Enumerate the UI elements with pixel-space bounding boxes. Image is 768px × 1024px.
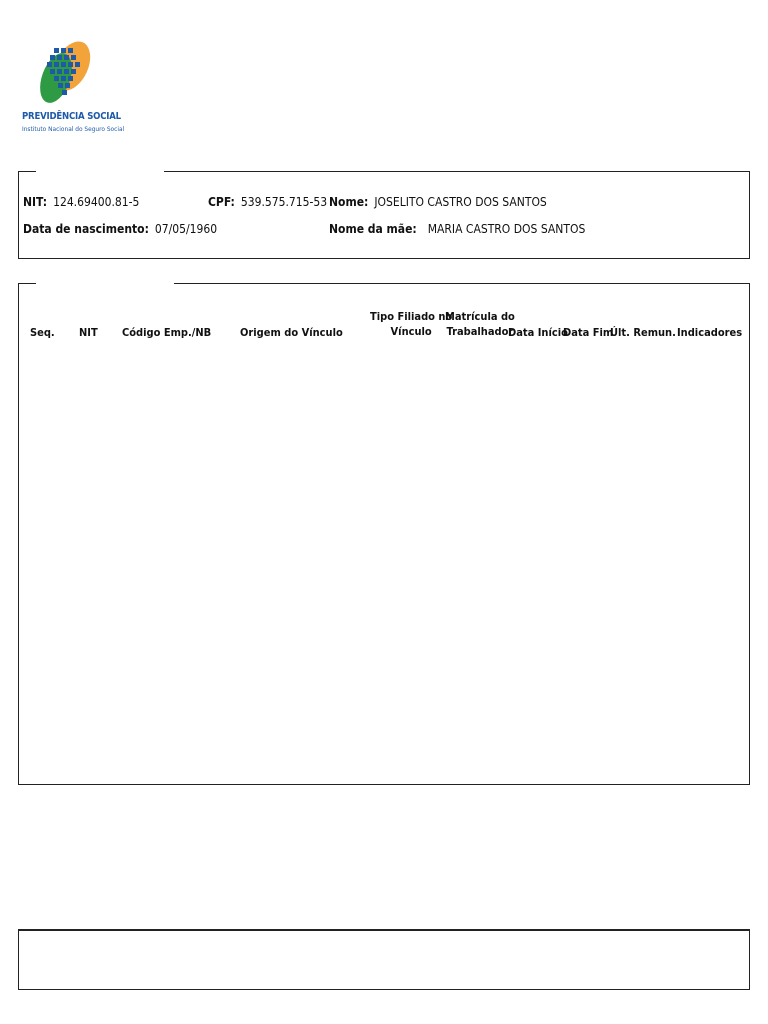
nome-value: JOSELITO CASTRO DOS SANTOS [374,195,547,209]
nit-value: 124.69400.81-5 [53,195,140,209]
header-tipo-line1: Tipo Filiado no [370,310,453,323]
cpf-value: 539.575.715-53 [240,195,328,209]
nascimento-label: Data de nascimento: [23,222,149,236]
cpf-field [208,195,327,209]
nome-label: Nome: [329,195,369,209]
logo-title: PREVIDÊNCIA SOCIAL [22,111,121,122]
nascimento-field [23,222,217,236]
cpf-label: CPF: [208,195,235,209]
header-indicadores: Indicadores [677,326,743,339]
previdencia-logo [20,38,125,142]
header-matricula [445,309,515,339]
header-ult-remun: Últ. Remun. [610,326,676,339]
mae-label: Nome da mãe: [329,222,417,236]
header-data-inicio: Data Início [508,326,568,339]
nit-field [23,195,139,209]
previdencia-emblem-icon [32,38,98,108]
nascimento-value: 07/05/1960 [154,222,218,236]
header-nit: NIT [79,326,98,339]
header-codigo: Código Emp./NB [122,326,212,339]
header-matricula-line2: Trabalhador [446,325,514,338]
header-data-fim: Data Fim [563,326,614,339]
mae-field [329,222,585,236]
header-tipo-filiado [370,309,452,339]
header-origem: Origem do Vínculo [240,326,343,339]
person-info-box [18,171,750,259]
header-seq: Seq. [30,326,55,339]
vinculos-table-box [18,283,750,785]
footer-box [18,929,750,990]
logo-subtitle: Instituto Nacional do Seguro Social [22,125,125,133]
mae-value: MARIA CASTRO DOS SANTOS [427,222,586,236]
header-tipo-line2: Vínculo [390,325,432,338]
nit-label: NIT: [23,195,48,209]
nome-field [329,195,547,209]
header-matricula-line1: Matrícula do [445,310,515,323]
